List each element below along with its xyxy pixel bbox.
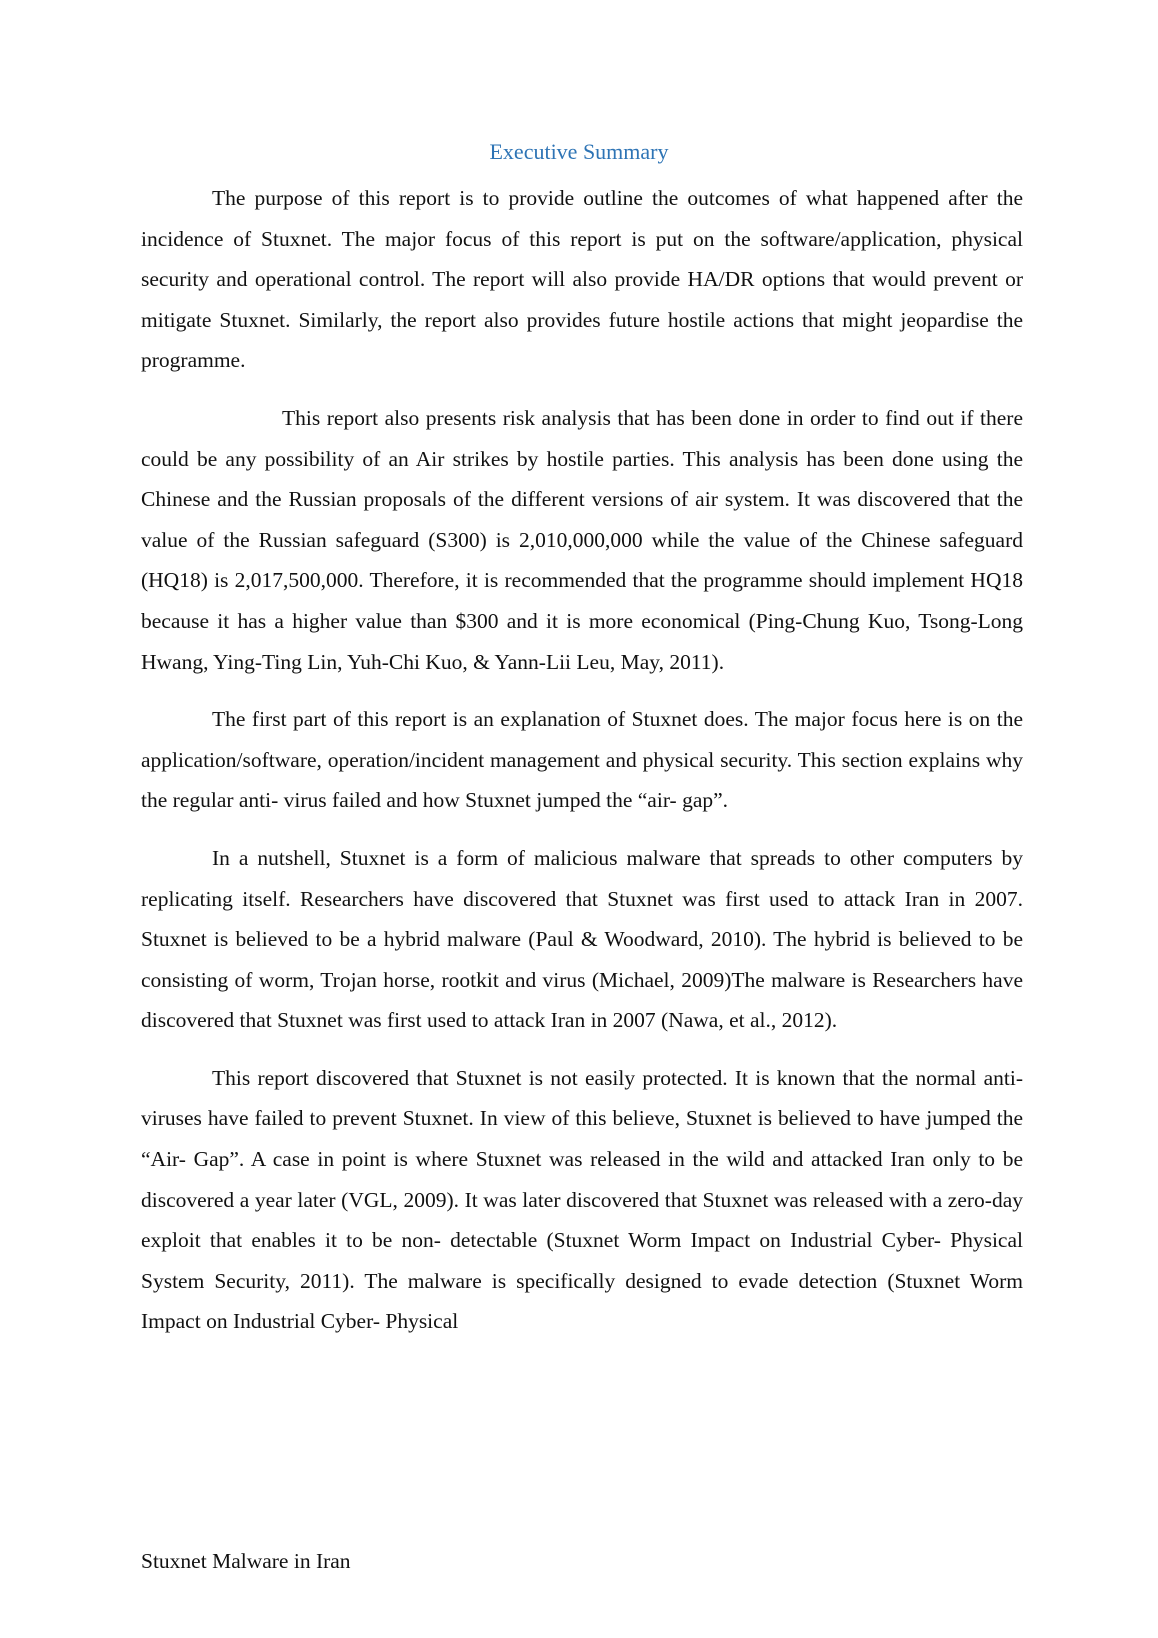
page-footer: Stuxnet Malware in Iran: [141, 1549, 351, 1573]
paragraph-risk-analysis: This report also presents risk analysis that has been done in order to find out if there could be any possibility of an Air strikes by hostile parties. This analysis has been done using the Chinese and the Russian proposals of the different versions of air system. It was discovered that the value of the Russian safeguard (S300) is 2,010,000,000 while the value of the Chinese safeguard (HQ18) is 2,017,500,000. Therefore, it is recommended that the programme should implement HQ18 because it has a higher value than $300 and it is more economical (Ping-Chung Kuo, Tsong-Long Hwang, Ying-Ting Lin, Yuh-Chi Kuo, & Yann-Lii Leu, May, 2011).: [141, 405, 1023, 674]
page-title: Executive Summary: [489, 139, 669, 164]
paragraph-purpose: The purpose of this report is to provide outline the outcomes of what happened after the incidence of Stuxnet. The major focus of this report is put on the software/application, physical security and operational control. The report will also provide HA/DR options that would prevent or mitigate Stuxnet. Similarly, the report also provides future hostile actions that might jeopardise the programme.: [141, 186, 1023, 373]
paragraph-findings: This report discovered that Stuxnet is not easily protected. It is known that the normal anti- viruses have failed to prevent Stuxnet. In view of this believe, Stuxnet is believed to have jumped the “Air- Gap”. A case in point is where Stuxnet was released in the wild and attacked Iran only to be discovered a year later (VGL, 2009). It was later discovered that Stuxnet was released with a zero-day exploit that enables it to be non- detectable (Stuxnet Worm Impact on Industrial Cyber- Physical System Security, 2011). The malware is specifically designed to evade detection (Stuxnet Worm Impact on Industrial Cyber- Physical: [141, 1065, 1023, 1334]
paragraph-nutshell: In a nutshell, Stuxnet is a form of malicious malware that spreads to other computers by replicating itself. Researchers have discovered that Stuxnet was first used to attack Iran in 2007. Stuxnet is believed to be a hybrid malware (Paul & Woodward, 2010). The hybrid is believed to be consisting of worm, Trojan horse, rootkit and virus (Michael, 2009)The malware is Researchers have discovered that Stuxnet was first used to attack Iran in 2007 (Nawa, et al., 2012).: [141, 845, 1023, 1033]
document-body: [141, 178, 1023, 1359]
paragraph-first-part: The first part of this report is an explanation of Stuxnet does. The major focus here is on the application/software, operation/incident management and physical security. This section explains why the regular anti- virus failed and how Stuxnet jumped the “air- gap”.: [141, 707, 1023, 813]
